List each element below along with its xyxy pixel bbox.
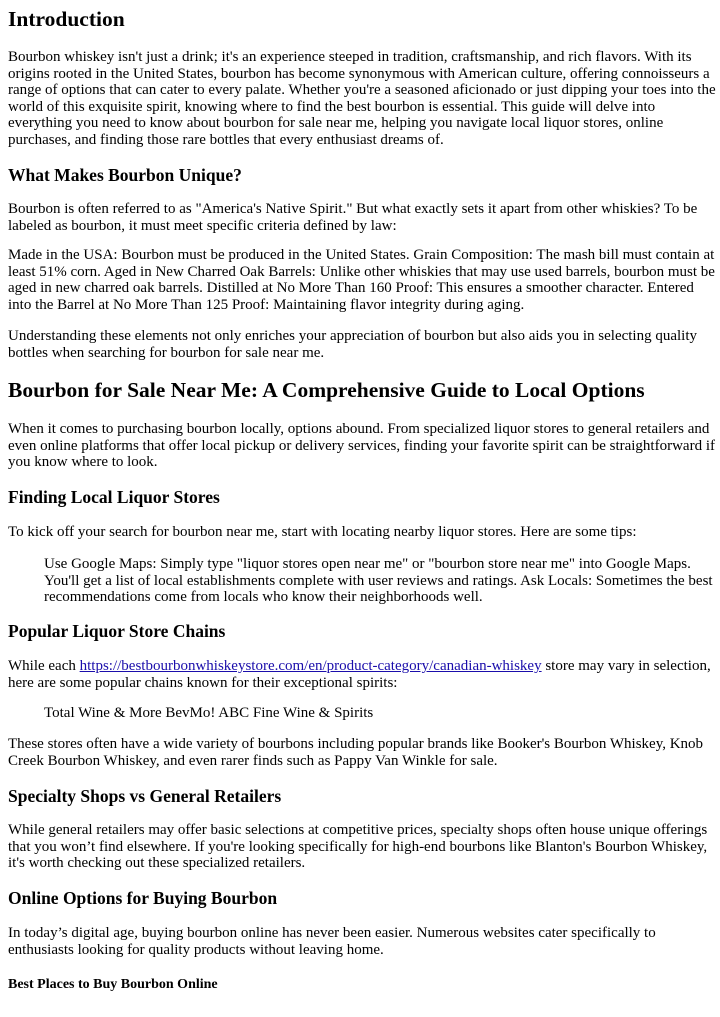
intro-paragraph: Bourbon whiskey isn't just a drink; it's an experience steeped in tradition, craftsmanship, and rich flavors. With its origins rooted in the United States, bourbon has become synonymous with American culture, offering connoisseurs a range of options that can cater to every palate. Whether you're a seasoned aficionado or just dipping your toes into the world of this exquisite spirit, knowing where to find the best bourbon is essential. This guide will delve into everything you need to know about bourbon for sale near me, helping you navigate local liquor stores, online purchases, and finding those rare bottles that every enthusiast dreams of. <box>8 49 716 148</box>
unique-paragraph-1: Bourbon is often referred to as "America's Native Spirit." But what exactly sets it apart from other whiskies? To be labeled as bourbon, it must meet specific criteria defined by law: <box>8 201 698 234</box>
unique-heading: What Makes Bourbon Unique? <box>8 165 242 185</box>
specialty-paragraph: While general retailers may offer basic selections at competitive prices, specialty shops often house unique offerings that you won’t find elsewhere. If you're looking specifically for high-end bourbons like Blanton's Bourbon Whiskey, it's worth checking out these specialized retailers. <box>8 822 708 871</box>
online-paragraph: In today’s digital age, buying bourbon online has never been easier. Numerous websites cater specifically to enthusiasts looking for quality products without leaving home. <box>8 925 656 958</box>
guide-heading: Bourbon for Sale Near Me: A Comprehensive Guide to Local Options <box>8 378 645 402</box>
online-heading: Online Options for Buying Bourbon <box>8 888 278 908</box>
chains-text-before: While each <box>8 658 80 674</box>
local-stores-tips: Use Google Maps: Simply type "liquor stores open near me" or "bourbon store near me" into Google Maps. You'll get a list of local establishments complete with user reviews and ratings. Ask Locals: Sometimes the best recommendations come from locals who know their neighborhoods well. <box>44 556 713 605</box>
chains-list: Total Wine & More BevMo! ABC Fine Wine & Spirits <box>44 705 374 721</box>
unique-paragraph-2: Made in the USA: Bourbon must be produced in the United States. Grain Composition: The mash bill must contain at least 51% corn. Aged in New Charred Oak Barrels: Unlike other whiskies that may use used barrels, bourbon must be aged in new charred oak barrels. Distilled at No More Than 160 Proof: This ensures a smoother character. Entered into the Barrel at No More Than 125 Proof: Maintaining flavor integrity during aging. <box>8 247 715 313</box>
chains-paragraph-2: These stores often have a wide variety of bourbons including popular brands like Booker's Bourbon Whiskey, Knob Creek Bourbon Whiskey, and even rarer finds such as Pappy Van Winkle for sale. <box>8 736 704 769</box>
chains-heading: Popular Liquor Store Chains <box>8 621 226 641</box>
canadian-whiskey-link[interactable]: https://bestbourbonwhiskeystore.com/en/product-category/canadian-whiskey <box>79 658 542 674</box>
local-stores-heading: Finding Local Liquor Stores <box>8 487 220 507</box>
best-places-heading: Best Places to Buy Bourbon Online <box>8 977 218 992</box>
specialty-heading: Specialty Shops vs General Retailers <box>8 786 282 806</box>
local-stores-paragraph: To kick off your search for bourbon near me, start with locating nearby liquor stores. Here are some tips: <box>8 524 637 540</box>
chains-text-after: store may vary in selection, here are some popular chains known for their exceptional spirits: <box>8 658 711 691</box>
unique-paragraph-3: Understanding these elements not only enriches your appreciation of bourbon but also aids you in selecting quality bottles when searching for bourbon for sale near me. <box>8 328 698 361</box>
chains-paragraph <box>8 658 716 691</box>
intro-heading: Introduction <box>8 7 125 31</box>
guide-paragraph: When it comes to purchasing bourbon locally, options abound. From specialized liquor stores to general retailers and even online platforms that offer local pickup or delivery services, finding your favorite spirit can be straightforward if you know where to look. <box>8 421 715 470</box>
